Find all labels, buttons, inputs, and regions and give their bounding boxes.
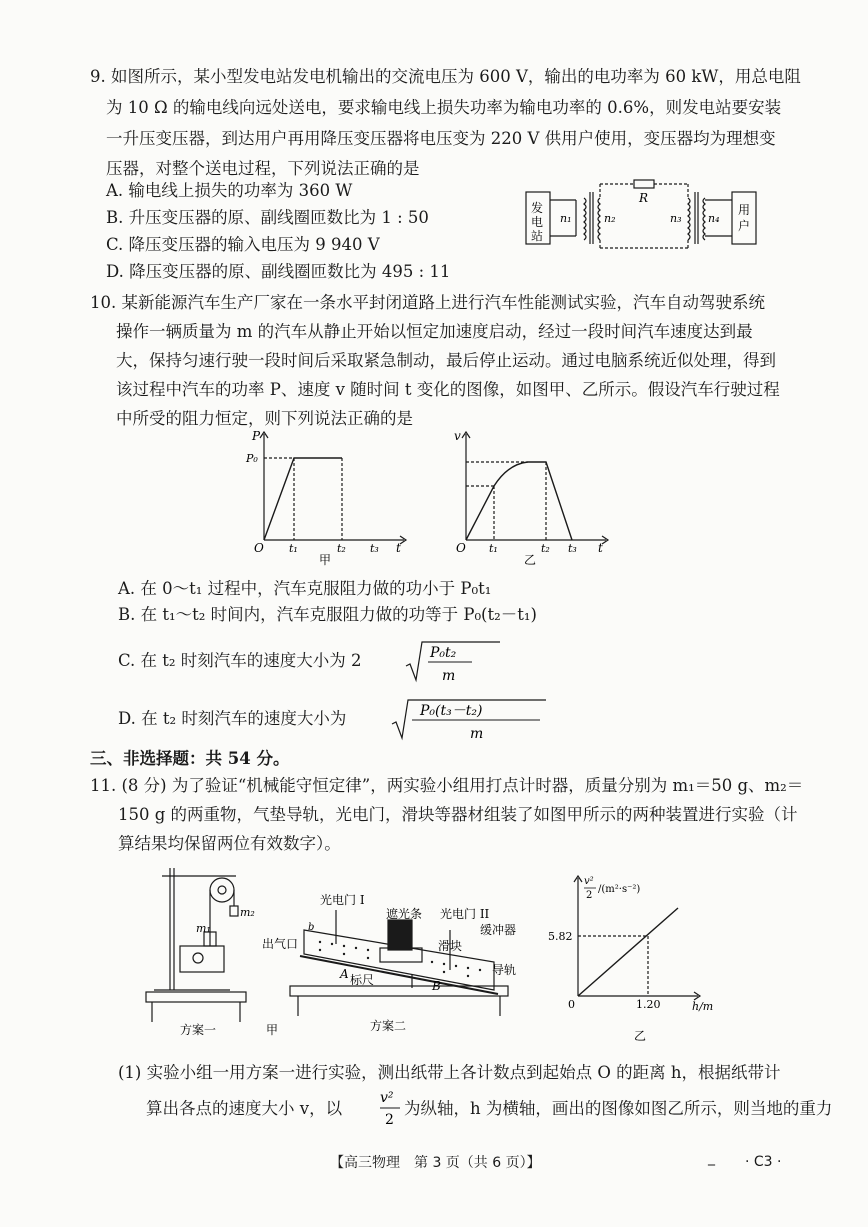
weight-m2	[230, 906, 238, 916]
q11-line-2: 150 g 的两重物，气垫导轨，光电门，滑块等器材组装了如图甲所示的两种装置进行实验（计	[118, 805, 798, 824]
q10-option-c-text: C. 在 t₂ 时刻汽车的速度大小为 2	[118, 651, 362, 670]
q10-option-b: B. 在 t₁～t₂ 时间内，汽车克服阻力做的功等于 P₀(t₂－t₁)	[118, 605, 537, 624]
r-label: R	[639, 191, 649, 205]
graph-jia-curve	[264, 458, 342, 540]
gate2-label: 光电门 II	[440, 907, 490, 921]
shade-label: 遮光条	[386, 907, 423, 921]
q10-option-a: A. 在 0～t₁ 过程中，汽车克服阻力做的功小于 P₀t₁	[118, 579, 492, 598]
graph-energy-ylabel-unit: /(m²·s⁻²)	[598, 884, 641, 895]
q9-line-1: 9. 如图所示，某小型发电站发电机输出的交流电压为 600 V，输出的电功率为 60 kW，用总电阻	[90, 67, 801, 86]
svg-text:用: 用	[738, 203, 751, 217]
svg-text:户: 户	[738, 219, 751, 233]
graph-jia-t1: t₁	[289, 542, 298, 555]
q10-line-1: 10. 某新能源汽车生产厂家在一条水平封闭道路上进行汽车性能测试实验，汽车自动驾驶系统	[90, 293, 765, 312]
q10-line-4: 该过程中汽车的功率 P、速度 v 随时间 t 变化的图像，如图甲、乙所示。假设汽车行驶过程	[116, 380, 780, 399]
q10-option-d-num: P₀(t₃－t₂)	[420, 703, 483, 719]
q10-option-c-num: P₀t₂	[430, 645, 457, 661]
graph-energy-y-tick: 5.82	[548, 930, 573, 943]
transmission-circuit-figure	[520, 174, 780, 254]
q10-option-c-den: m	[442, 668, 456, 684]
resistor-r	[634, 180, 654, 188]
user-box	[732, 192, 756, 244]
q9-line-2: 为 10 Ω 的输电线向远处送电，要求输电线上损失功率为输电功率的 0.6%，则发电站要安装	[106, 98, 782, 117]
buffer-label: 缓冲器	[480, 923, 517, 937]
q9-option-a: A. 输电线上损失的功率为 360 W	[106, 181, 353, 200]
m2-label: m₂	[240, 906, 255, 919]
section-3-heading: 三、非选择题：共 54 分。	[90, 749, 290, 768]
point-b-label: B	[432, 979, 441, 993]
q9-line-4: 压器，对整个送电过程，下列说法正确的是	[106, 159, 420, 178]
graph-yi-origin: O	[456, 541, 466, 555]
q11-sub1-line-2	[146, 1084, 833, 1130]
footer-code: · C3 ·	[745, 1154, 782, 1170]
graph-energy-xlabel: h/m	[692, 1000, 714, 1013]
q10-line-2: 操作一辆质量为 m 的汽车从静止开始以恒定加速度启动，经过一段时间汽车速度达到最	[116, 322, 753, 341]
n3-label: n₃	[670, 212, 682, 225]
graph-energy-origin: 0	[568, 998, 575, 1011]
apparatus-plan2	[262, 890, 524, 1040]
shade-strip	[388, 920, 412, 950]
slider-label: 滑块	[438, 939, 463, 953]
graph-energy-x-tick: 1.20	[636, 998, 661, 1011]
scale-label: 标尺	[350, 973, 375, 987]
n4-label: n₄	[708, 212, 720, 225]
graph-jia	[244, 428, 414, 568]
q9-option-d: D. 降压变压器的原、副线圈匝数比为 495 : 11	[106, 262, 451, 281]
graph-yi-curve	[466, 462, 572, 540]
q11-line-3: 算结果均保留两位有效数字）。	[118, 834, 341, 853]
svg-text:站: 站	[531, 229, 544, 243]
b-label: b	[308, 922, 315, 933]
plan2-label: 方案二	[370, 1019, 407, 1033]
graph-yi-t1: t₁	[489, 542, 498, 555]
q10-line-3: 大，保持匀速行驶一段时间后采取紧急制动，最后停止运动。通过电脑系统近似处理，得到	[116, 351, 776, 370]
apparatus-plan1	[140, 862, 260, 1042]
graph-yi	[446, 428, 616, 568]
q11-sub1-line-2-b: 为纵轴，h 为横轴，画出的图像如图乙所示，则当地的重力	[404, 1099, 833, 1118]
station-label-1: 发	[531, 201, 544, 215]
graph-jia-t: t	[396, 541, 401, 555]
graph-energy-caption: 乙	[634, 1029, 647, 1043]
graph-yi-t3: t₃	[568, 542, 577, 555]
n2-label: n₂	[604, 212, 616, 225]
q10-option-d-den: m	[470, 726, 484, 742]
graph-jia-t3: t₃	[370, 542, 379, 555]
page-footer: 【高三物理 第 3 页（共 6 页）】	[330, 1155, 541, 1171]
q10-line-5: 中所受的阻力恒定，则下列说法正确的是	[116, 409, 413, 428]
graph-energy-ylabel-num: v²	[584, 876, 594, 887]
q9-option-c: C. 降压变压器的输入电压为 9 940 V	[106, 235, 380, 254]
graph-yi-t: t	[598, 541, 603, 555]
q11-sub1-frac-den: 2	[385, 1112, 394, 1128]
graph-energy	[548, 868, 728, 1048]
m1-label: m₁	[196, 922, 211, 935]
graph-yi-t2: t₂	[541, 542, 550, 555]
graph-jia-caption: 甲	[319, 553, 332, 567]
gate1-label: 光电门 I	[320, 893, 365, 907]
graph-jia-p0: P₀	[246, 452, 258, 465]
q11-sub1-fraction	[378, 1086, 402, 1130]
q10-option-d-text: D. 在 t₂ 时刻汽车的速度大小为	[118, 709, 347, 728]
q11-sub1-line-1: (1) 实验小组一用方案一进行实验，测出纸带上各计数点到起始点 O 的距离 h，根据纸带计	[118, 1063, 781, 1082]
graph-energy-ylabel-den: 2	[586, 890, 593, 901]
q10-option-d-radical	[390, 696, 550, 742]
q10-option-c-radical	[404, 638, 514, 684]
n1-label: n₁	[560, 212, 572, 225]
graph-yi-caption: 乙	[524, 553, 537, 567]
rail-label: 导轨	[492, 963, 517, 977]
q11-sub1-frac-num: v²	[380, 1090, 394, 1106]
svg-text:电: 电	[531, 215, 544, 229]
outlet-label: 出气口	[262, 937, 299, 951]
plan1-label: 方案一	[180, 1023, 217, 1037]
jia-label: 甲	[266, 1023, 279, 1037]
q11-sub1-line-2-a: 算出各点的速度大小 v，以	[146, 1099, 343, 1118]
graph-jia-ylabel: P	[252, 429, 261, 443]
graph-jia-t2: t₂	[337, 542, 346, 555]
graph-yi-ylabel: v	[454, 429, 461, 443]
graph-energy-line	[578, 908, 678, 996]
q9-line-3: 一升压变压器，到达用户再用降压变压器将电压变为 220 V 供用户使用，变压器均为理想变	[106, 129, 776, 148]
q9-option-b: B. 升压变压器的原、副线圈匝数比为 1 : 50	[106, 208, 429, 227]
footer-dash: _	[708, 1150, 715, 1166]
graph-jia-origin: O	[254, 541, 264, 555]
q11-line-1: 11. (8 分) 为了验证“机械能守恒定律”，两实验小组用打点计时器，质量分别为 m₁＝50 g、m₂＝	[90, 776, 804, 795]
point-a-label: A	[340, 967, 349, 981]
